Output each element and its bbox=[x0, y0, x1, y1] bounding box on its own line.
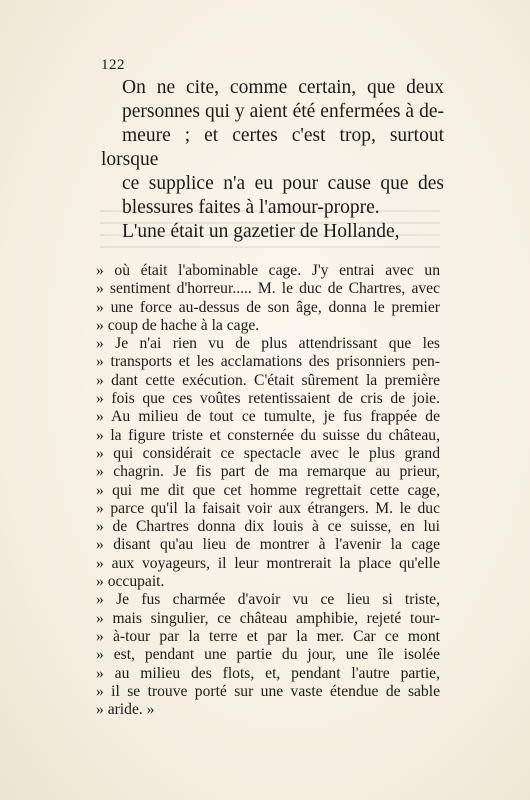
text-line: On ne cite, comme certain, que deux bbox=[122, 77, 444, 98]
main-paragraphs bbox=[101, 76, 444, 244]
quote-line: » mais singulier, ce château amphibie, rejeté tour- bbox=[96, 609, 440, 627]
quote-line: » fois que ces voûtes retentissaient de cris de joie. bbox=[96, 390, 440, 408]
quote-line: » la figure triste et consternée du suisse du château, bbox=[96, 426, 440, 444]
paragraph-2 bbox=[101, 220, 444, 244]
quote-line: » qui me dit que cet homme regrettait cette cage, bbox=[96, 481, 440, 499]
quote-line: » à-tour par la terre et par la mer. Car ce mont bbox=[96, 627, 440, 645]
text-line: ce supplice n'a eu pour cause que des bbox=[122, 173, 444, 194]
quote-line: » disant qu'au lieu de montrer à l'avenir la cage bbox=[96, 536, 440, 554]
quote-line: » Je n'ai rien vu de plus attendrissant que les bbox=[96, 335, 440, 353]
quote-line: » Je fus charmée d'avoir vu ce lieu si triste, bbox=[96, 591, 440, 609]
quote-line: » dant cette exécution. C'était sûrement la première bbox=[96, 371, 440, 389]
text-line: meure ; et certes c'est trop, surtout lorsque bbox=[101, 125, 444, 170]
quote-line: » qui considérait ce spectacle avec le plus grand bbox=[96, 444, 440, 462]
quote-line: » de Chartres donna dix louis à ce suisse, en lui bbox=[96, 518, 440, 536]
text-line: L'une était un gazetier de Hollande, bbox=[122, 221, 400, 242]
quote-line: » parce qu'il la faisait voir aux étrangers. M. le duc bbox=[96, 499, 440, 517]
footnote-quotation bbox=[96, 262, 440, 719]
quote-line: » au milieu des flots, et, pendant l'autre partie, bbox=[96, 664, 440, 682]
quote-line: » Au milieu de tout ce tumulte, je fus frappée de bbox=[96, 408, 440, 426]
quote-line: » coup de hache à la cage. bbox=[96, 316, 260, 334]
quote-line: » une force au-dessus de son âge, donna le premier bbox=[96, 298, 440, 316]
quote-line: » il se trouve porté sur une vaste étendue de sable bbox=[96, 682, 440, 700]
quote-line: » aride. » bbox=[96, 701, 155, 719]
quote-line: » où était l'abominable cage. J'y entrai avec un bbox=[96, 262, 440, 279]
quote-line: » transports et les acclamations des prisonniers pen- bbox=[96, 353, 440, 371]
quote-line: » sentiment d'horreur..... M. le duc de Chartres, avec bbox=[96, 280, 440, 298]
paragraph-1 bbox=[101, 76, 444, 220]
text-line: personnes qui y aient été enfermées à de- bbox=[122, 101, 444, 122]
text-line: blessures faites à l'amour-propre. bbox=[122, 197, 380, 218]
quote-line: » chagrin. Je fis part de ma remarque au prieur, bbox=[96, 463, 440, 481]
quote-line: » occupait. bbox=[96, 573, 165, 591]
quote-line: » aux voyageurs, il leur montrerait la place qu'elle bbox=[96, 554, 440, 572]
page-number: 122 bbox=[101, 57, 125, 73]
quote-line: » est, pendant une partie du jour, une île isolée bbox=[96, 646, 440, 664]
